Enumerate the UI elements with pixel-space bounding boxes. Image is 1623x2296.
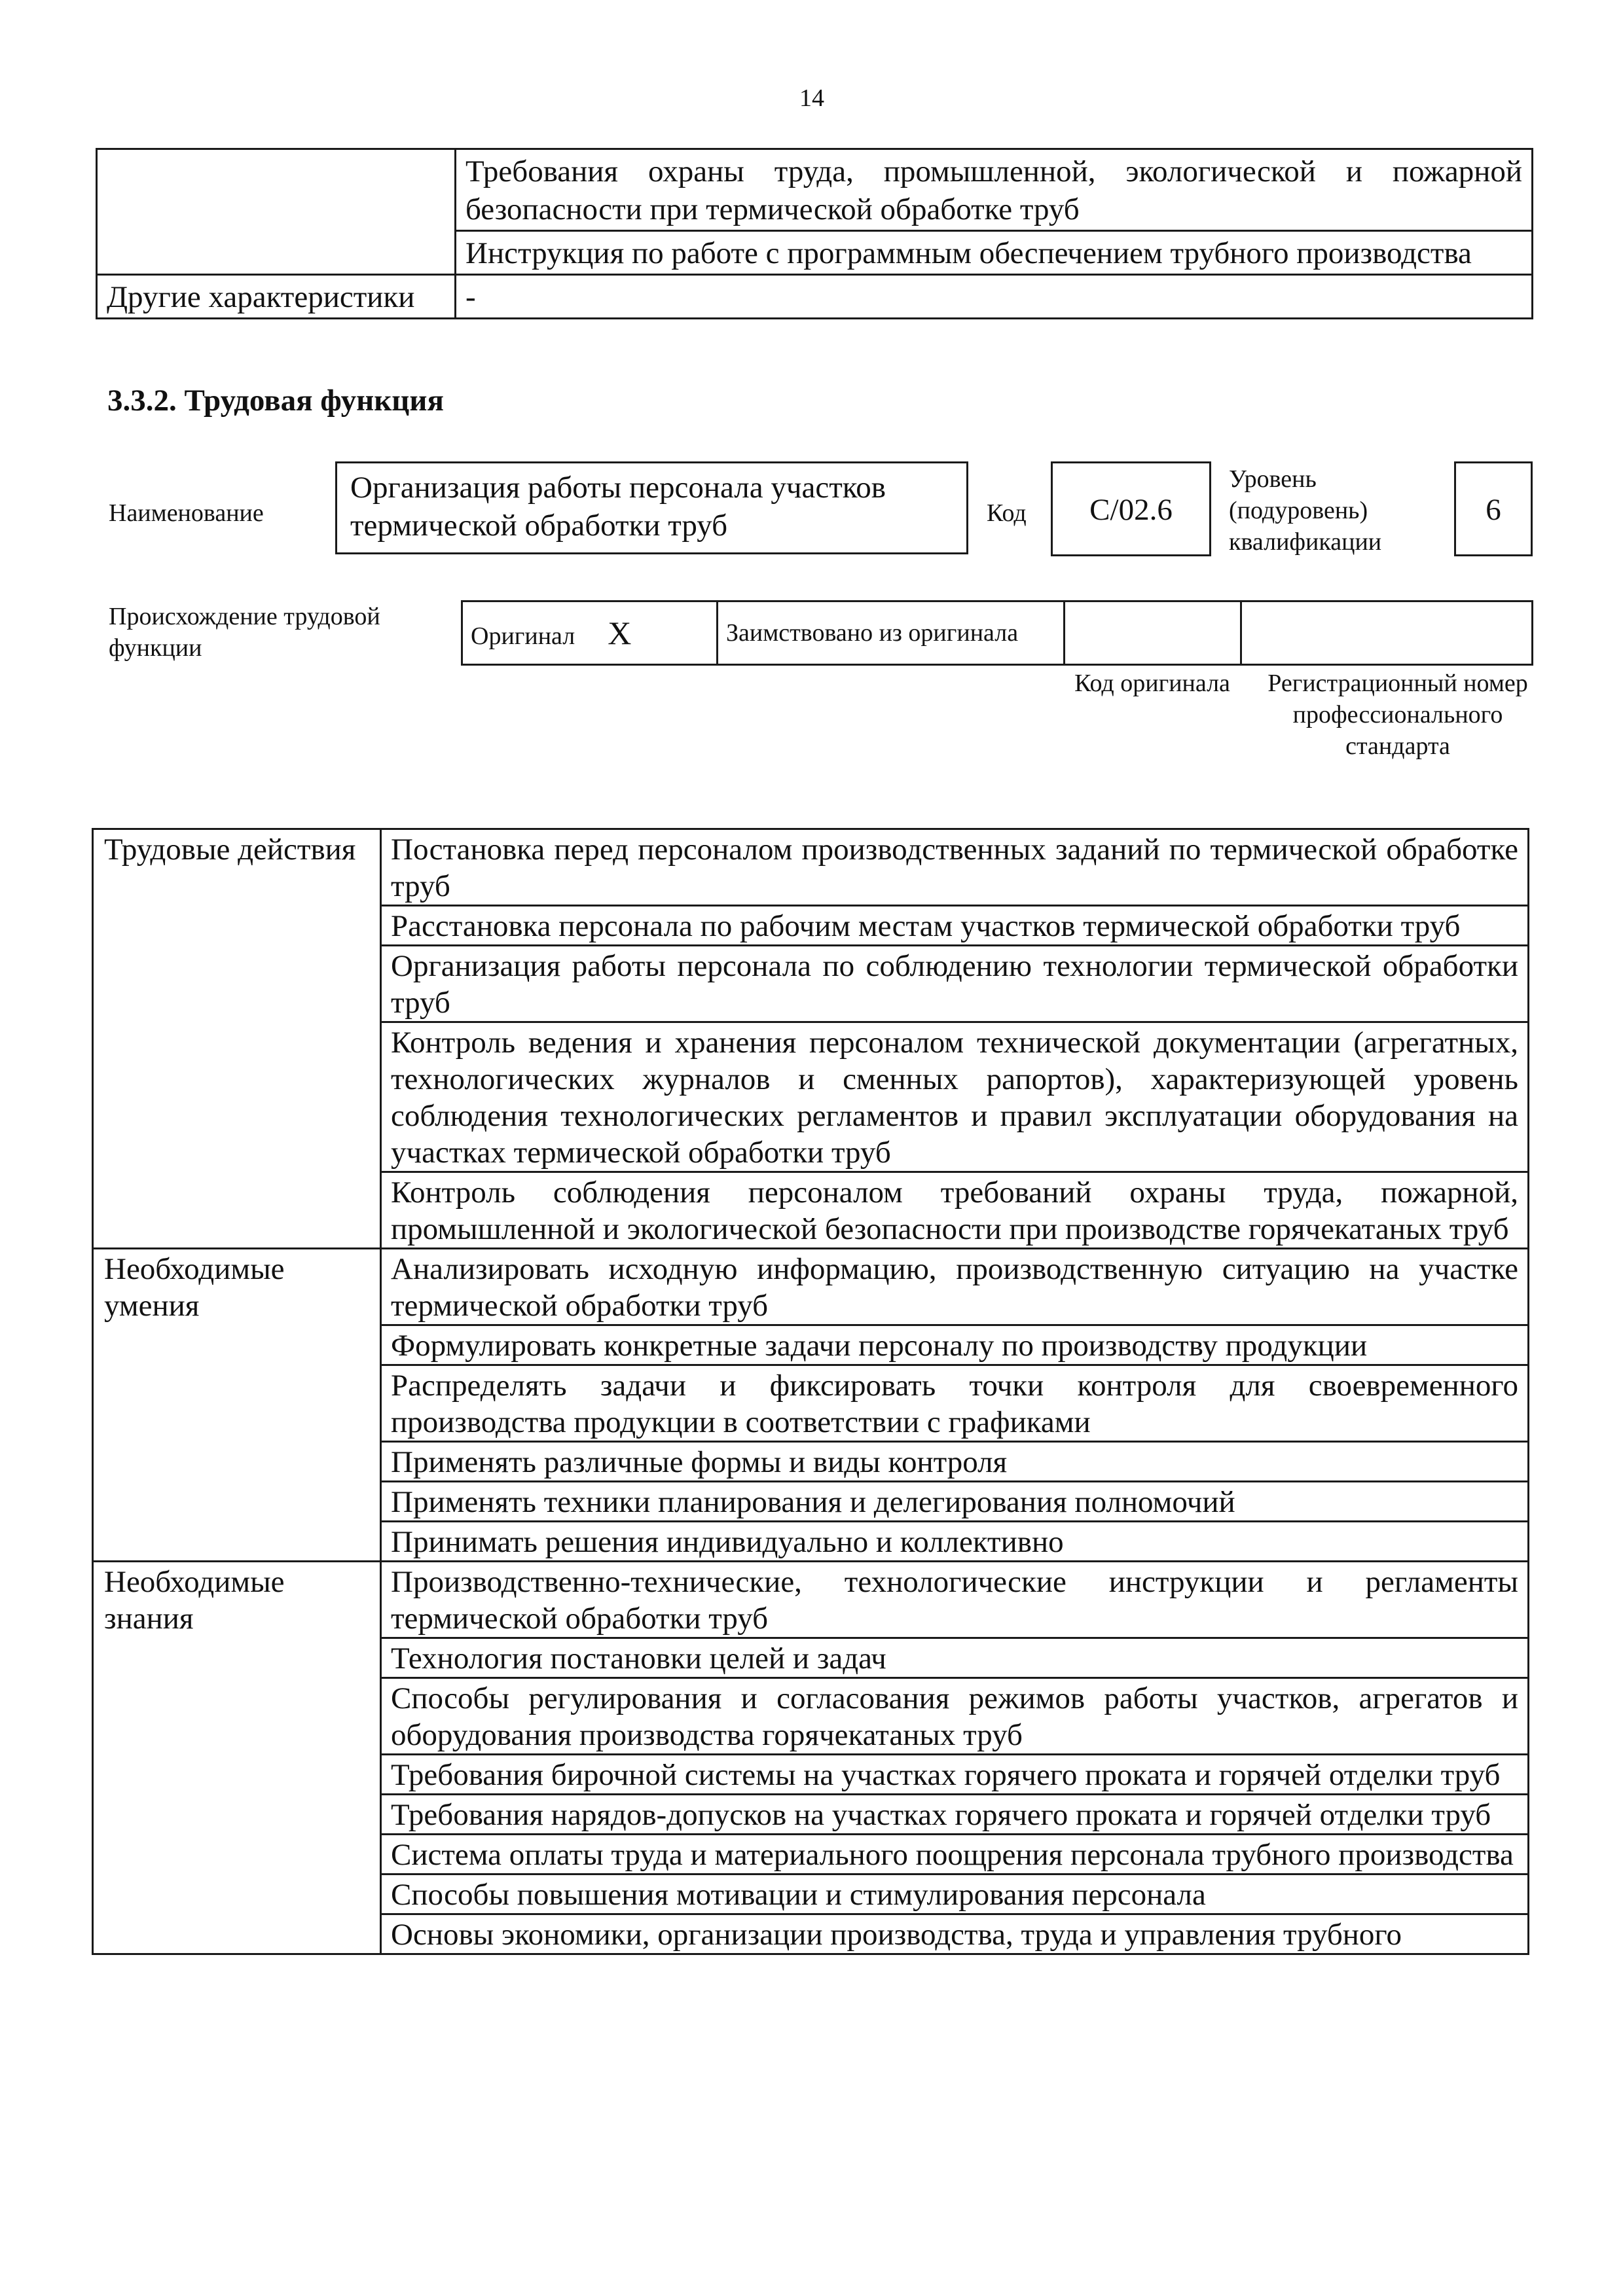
list-item: Применять техники планирования и делегирования полномочий [381, 1482, 1529, 1522]
empty-cell [97, 149, 456, 275]
function-code-box: C/02.6 [1051, 461, 1211, 556]
section-title: 3.3.2. Трудовая функция [107, 384, 444, 418]
list-item: Система оплаты труда и материального поощрения персонала трубного производства [381, 1835, 1529, 1874]
list-item: Технология постановки целей и задач [381, 1638, 1529, 1678]
knowledge-label: Необходимые знания [93, 1562, 381, 1954]
list-item: Контроль ведения и хранения персоналом технической документации (агрегатных, технологических журналов и сменных рапортов), характеризующей уровень соблюдения технологических регламентов и правил эксплуатации оборудования на участках термической обработки труб [381, 1022, 1529, 1172]
code-original-cell [1065, 601, 1241, 665]
name-label: Наименование [109, 499, 264, 527]
list-item: Контроль соблюдения персоналом требований охраны труда, пожарной, промышленной и экологической безопасности при производстве горячекатаных труб [381, 1172, 1529, 1249]
list-item: Основы экономики, организации производства, труда и управления трубного [381, 1914, 1529, 1954]
other-characteristics-label: Другие характеристики [97, 275, 456, 319]
function-name-box: Организация работы персонала участков термической обработки труб [335, 461, 968, 554]
list-item: Способы регулирования и согласования режимов работы участков, агрегатов и оборудования производства горячекатаных труб [381, 1678, 1529, 1755]
list-item: Расстановка персонала по рабочим местам участков термической обработки труб [381, 906, 1529, 946]
borrowed-cell: Заимствовано из оригинала [718, 601, 1065, 665]
requirement-cell: Инструкция по работе с программным обеспечением трубного производства [456, 231, 1533, 275]
list-item: Требования бирочной системы на участках горячего проката и горячей отделки труб [381, 1755, 1529, 1795]
table-row [97, 149, 1533, 231]
table-row [97, 275, 1533, 319]
original-cell [462, 601, 718, 665]
reg-number-cell [1241, 601, 1533, 665]
reg-number-caption: Регистрационный номер профессионального стандарта [1267, 670, 1528, 760]
list-item: Организация работы персонала по соблюдению технологии термической обработки труб [381, 946, 1529, 1022]
level-box: 6 [1454, 461, 1533, 556]
original-label: Оригинал [471, 622, 575, 650]
level-label: Уровень (подуровень) квалификации [1229, 465, 1382, 556]
origin-table [461, 600, 1533, 666]
list-item: Производственно-технические, технологические инструкции и регламенты термической обработки труб [381, 1562, 1529, 1638]
list-item: Формулировать конкретные задачи персоналу по производству продукции [381, 1325, 1529, 1365]
list-item: Распределять задачи и фиксировать точки контроля для своевременного производства продукции в соответствии с графиками [381, 1365, 1529, 1442]
function-details-table [92, 828, 1529, 1955]
labor-actions-label: Трудовые действия [93, 829, 381, 1249]
list-item: Постановка перед персоналом производственных заданий по термической обработке труб [381, 829, 1529, 906]
list-item: Принимать решения индивидуально и коллективно [381, 1522, 1529, 1562]
code-label: Код [987, 499, 1027, 527]
page-number: 14 [799, 84, 824, 112]
list-item: Способы повышения мотивации и стимулирования персонала [381, 1874, 1529, 1914]
list-item: Требования нарядов-допусков на участках горячего проката и горячей отделки труб [381, 1795, 1529, 1835]
table-row [462, 601, 1533, 665]
skills-label: Необходимые умения [93, 1249, 381, 1562]
list-item: Применять различные формы и виды контроля [381, 1442, 1529, 1482]
other-characteristics-table [96, 148, 1533, 319]
table-row [93, 829, 1529, 906]
table-row [93, 1562, 1529, 1638]
origin-label: Происхождение трудовой функции [109, 603, 380, 662]
code-original-caption: Код оригинала [1074, 670, 1230, 697]
list-item: Анализировать исходную информацию, производственную ситуацию на участке термической обработки труб [381, 1249, 1529, 1325]
table-row [93, 1249, 1529, 1325]
other-characteristics-value: - [456, 275, 1533, 319]
requirement-cell: Требования охраны труда, промышленной, экологической и пожарной безопасности при термической обработке труб [456, 149, 1533, 231]
original-mark: X [608, 615, 632, 651]
